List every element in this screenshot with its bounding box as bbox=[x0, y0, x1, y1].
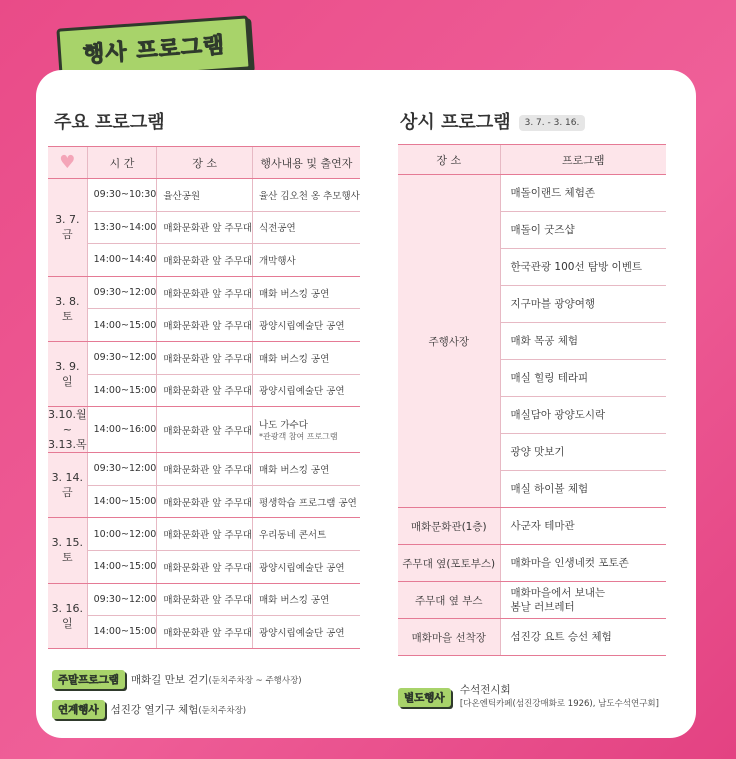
event-text: 광양시립예술단 공연 bbox=[258, 321, 345, 333]
extra-event bbox=[398, 682, 659, 709]
date-cell bbox=[48, 453, 87, 518]
perm-program-cell: 매화마을에서 보내는 봄날 러브레터 bbox=[500, 582, 666, 619]
schedule-row bbox=[48, 407, 360, 453]
time-text: 14:00~16:00 bbox=[93, 424, 157, 436]
date-line: 3. 9. bbox=[55, 360, 80, 374]
time-text: 14:00~15:00 bbox=[93, 384, 157, 396]
cell-event bbox=[252, 583, 359, 616]
schedule-row bbox=[48, 485, 360, 518]
time-text: 13:30~14:00 bbox=[93, 221, 157, 233]
schedule-row bbox=[48, 341, 360, 374]
cell-event bbox=[252, 550, 359, 583]
cell-event bbox=[252, 374, 359, 407]
cell-place bbox=[157, 276, 253, 309]
cell-time bbox=[87, 583, 157, 616]
col-event: 행사내용 및 출연자 bbox=[252, 147, 359, 179]
place-text: 매화문화관 앞 주무대 bbox=[163, 562, 252, 574]
place-text: 매화문화관 앞 주무대 bbox=[163, 288, 252, 300]
date-line: 3.13.목 bbox=[48, 438, 87, 452]
perm-place-cell: 주무대 옆(포토부스) bbox=[398, 545, 500, 582]
permanent-row bbox=[398, 508, 666, 545]
cell-time bbox=[87, 374, 157, 407]
cell-time bbox=[87, 518, 157, 551]
permanent-row bbox=[398, 619, 666, 656]
date-cell bbox=[48, 583, 87, 648]
extra-label: 별도행사 bbox=[398, 688, 451, 707]
perm-program-cell: 사군자 테마관 bbox=[500, 508, 666, 545]
schedule-row bbox=[48, 179, 360, 212]
time-text: 14:00~15:00 bbox=[93, 319, 157, 331]
date-line: 토 bbox=[61, 309, 73, 323]
time-text: 10:00~12:00 bbox=[93, 528, 157, 540]
cell-place bbox=[157, 453, 253, 486]
schedule-row bbox=[48, 244, 360, 277]
event-text: 율산 김오천 옹 추모행사 bbox=[258, 190, 360, 202]
permanent-program-table bbox=[398, 144, 666, 656]
cell-place bbox=[157, 341, 253, 374]
col-time: 시 간 bbox=[87, 147, 157, 179]
period-badge: 3. 7. - 3. 16. bbox=[519, 115, 586, 131]
cell-event bbox=[252, 309, 359, 342]
date-line: 일 bbox=[61, 375, 73, 389]
permanent-row bbox=[398, 545, 666, 582]
cell-place bbox=[157, 309, 253, 342]
place-text: 율산공원 bbox=[163, 190, 201, 202]
time-text: 14:00~15:00 bbox=[93, 496, 157, 508]
perm-program-cell: 매화마을 인생네컷 포토존 bbox=[500, 545, 666, 582]
time-text: 09:30~12:00 bbox=[93, 352, 157, 364]
date-line: 3. 7. bbox=[55, 213, 80, 227]
cell-time bbox=[87, 485, 157, 518]
schedule-row bbox=[48, 211, 360, 244]
linked-event bbox=[52, 700, 246, 719]
schedule-row bbox=[48, 616, 360, 649]
event-text: 광양시립예술단 공연 bbox=[258, 562, 345, 574]
place-text: 매화문화관 앞 주무대 bbox=[163, 530, 252, 542]
cell-time bbox=[87, 244, 157, 277]
schedule-row bbox=[48, 518, 360, 551]
cell-place bbox=[157, 485, 253, 518]
permanent-program-title bbox=[400, 108, 585, 134]
place-text: 매화문화관 앞 주무대 bbox=[163, 386, 252, 398]
date-line: ~ bbox=[62, 423, 72, 437]
perm-program-cell: 한국관광 100선 탐방 이벤트 bbox=[500, 249, 666, 286]
time-text: 09:30~12:00 bbox=[93, 463, 157, 475]
perm-program-cell: 매실 하이볼 체험 bbox=[500, 471, 666, 508]
cell-event bbox=[252, 244, 359, 277]
event-text: 매화 버스킹 공연 bbox=[258, 353, 330, 365]
time-text: 14:00~15:00 bbox=[93, 626, 157, 638]
event-text: 개막행사 bbox=[258, 255, 296, 267]
event-text: 매화 버스킹 공연 bbox=[258, 288, 330, 300]
time-text: 14:00~15:00 bbox=[93, 561, 157, 573]
time-text: 09:30~10:30 bbox=[93, 189, 157, 201]
linked-label: 연계행사 bbox=[52, 700, 105, 719]
time-text: 09:30~12:00 bbox=[93, 287, 157, 299]
cell-place bbox=[157, 374, 253, 407]
date-line: 3. 15. bbox=[51, 536, 84, 550]
schedule-row bbox=[48, 583, 360, 616]
cell-time bbox=[87, 211, 157, 244]
event-text: 광양시립예술단 공연 bbox=[258, 386, 345, 398]
linked-note: (둔치주차장) bbox=[198, 706, 247, 716]
permanent-title-text: 상시 프로그램 bbox=[400, 112, 511, 133]
date-line: 토 bbox=[61, 551, 73, 565]
event-text: 식전공연 bbox=[258, 223, 296, 235]
cell-place bbox=[157, 518, 253, 551]
place-text: 매화문화관 앞 주무대 bbox=[163, 321, 252, 333]
cell-time bbox=[87, 453, 157, 486]
col-perm-place: 장 소 bbox=[398, 145, 500, 175]
date-line: 3.10.월 bbox=[48, 408, 87, 422]
weekend-note: (둔치주차장 ~ 주행사장) bbox=[208, 676, 302, 686]
cell-time bbox=[87, 309, 157, 342]
header-tag: 행사 프로그램 bbox=[56, 15, 251, 82]
cell-time bbox=[87, 179, 157, 212]
heart-icon: ♥ bbox=[48, 147, 87, 179]
date-line: 일 bbox=[61, 616, 73, 630]
weekend-label: 주말프로그램 bbox=[52, 670, 125, 689]
date-cell bbox=[48, 407, 87, 453]
perm-place-cell: 매화문화관(1층) bbox=[398, 508, 500, 545]
perm-place-cell: 주행사장 bbox=[398, 175, 500, 508]
cell-time bbox=[87, 276, 157, 309]
extra-note: [다온엔틱카페(섬진강매화로 1926), 남도수석연구회] bbox=[459, 699, 659, 709]
linked-text: 섬진강 열기구 체험 bbox=[110, 704, 199, 716]
event-note: *관광객 참여 프로그램 bbox=[258, 432, 338, 442]
cell-event bbox=[252, 179, 359, 212]
time-text: 09:30~12:00 bbox=[93, 593, 157, 605]
weekend-text: 매화길 만보 걷기 bbox=[130, 674, 209, 686]
cell-place bbox=[157, 179, 253, 212]
perm-place-cell: 주무대 옆 부스 bbox=[398, 582, 500, 619]
perm-program-cell: 매실담아 광양도시락 bbox=[500, 397, 666, 434]
permanent-row bbox=[398, 175, 666, 212]
event-text: 매화 버스킹 공연 bbox=[258, 464, 330, 476]
time-text: 14:00~14:40 bbox=[93, 254, 157, 266]
cell-time bbox=[87, 407, 157, 453]
main-program-table bbox=[48, 146, 360, 649]
place-text: 매화문화관 앞 주무대 bbox=[163, 464, 252, 476]
program-card bbox=[36, 70, 696, 738]
cell-place bbox=[157, 244, 253, 277]
main-program-title: 주요 프로그램 bbox=[54, 112, 165, 133]
cell-event bbox=[252, 485, 359, 518]
perm-program-cell: 광양 맛보기 bbox=[500, 434, 666, 471]
place-text: 매화문화관 앞 주무대 bbox=[163, 353, 252, 365]
event-text: 광양시립예술단 공연 bbox=[258, 627, 345, 639]
extra-title: 수석전시회 bbox=[459, 684, 511, 696]
perm-program-cell: 매돌이 굿즈샵 bbox=[500, 212, 666, 249]
date-line: 금 bbox=[61, 228, 73, 242]
date-line: 3. 14. bbox=[51, 471, 84, 485]
col-perm-program: 프로그램 bbox=[500, 145, 666, 175]
event-text: 나도 가수다 bbox=[258, 420, 308, 432]
date-line: 3. 16. bbox=[51, 601, 84, 615]
cell-event bbox=[252, 341, 359, 374]
cell-place bbox=[157, 616, 253, 649]
date-cell bbox=[48, 341, 87, 406]
place-text: 매화문화관 앞 주무대 bbox=[163, 223, 252, 235]
place-text: 매화문화관 앞 주무대 bbox=[163, 425, 252, 437]
place-text: 매화문화관 앞 주무대 bbox=[163, 497, 252, 509]
place-text: 매화문화관 앞 주무대 bbox=[163, 627, 252, 639]
cell-event bbox=[252, 616, 359, 649]
cell-place bbox=[157, 407, 253, 453]
perm-program-cell: 지구마블 광양여행 bbox=[500, 286, 666, 323]
weekend-program bbox=[52, 670, 302, 689]
schedule-row bbox=[48, 550, 360, 583]
permanent-row bbox=[398, 582, 666, 619]
date-line: 금 bbox=[61, 486, 73, 500]
cell-event bbox=[252, 211, 359, 244]
schedule-row bbox=[48, 309, 360, 342]
date-cell bbox=[48, 276, 87, 341]
event-text: 우리동네 콘서트 bbox=[258, 530, 327, 542]
cell-event bbox=[252, 518, 359, 551]
cell-time bbox=[87, 550, 157, 583]
date-line: 3. 8. bbox=[55, 294, 80, 308]
perm-program-cell: 매화 목공 체험 bbox=[500, 323, 666, 360]
cell-place bbox=[157, 211, 253, 244]
perm-program-cell: 매돌이랜드 체험존 bbox=[500, 175, 666, 212]
perm-program-cell: 매실 힐링 테라피 bbox=[500, 360, 666, 397]
cell-event bbox=[252, 453, 359, 486]
event-text: 매화 버스킹 공연 bbox=[258, 595, 330, 607]
cell-time bbox=[87, 341, 157, 374]
cell-event bbox=[252, 407, 359, 453]
schedule-row bbox=[48, 374, 360, 407]
event-text: 평생학습 프로그램 공연 bbox=[258, 497, 357, 509]
schedule-row bbox=[48, 453, 360, 486]
date-cell bbox=[48, 179, 87, 277]
cell-time bbox=[87, 616, 157, 649]
cell-event bbox=[252, 276, 359, 309]
perm-program-cell: 섬진강 요트 승선 체험 bbox=[500, 619, 666, 656]
cell-place bbox=[157, 550, 253, 583]
place-text: 매화문화관 앞 주무대 bbox=[163, 255, 252, 267]
place-text: 매화문화관 앞 주무대 bbox=[163, 595, 252, 607]
schedule-row bbox=[48, 276, 360, 309]
col-place: 장 소 bbox=[157, 147, 253, 179]
perm-place-cell: 매화마을 선착장 bbox=[398, 619, 500, 656]
cell-place bbox=[157, 583, 253, 616]
date-cell bbox=[48, 518, 87, 583]
